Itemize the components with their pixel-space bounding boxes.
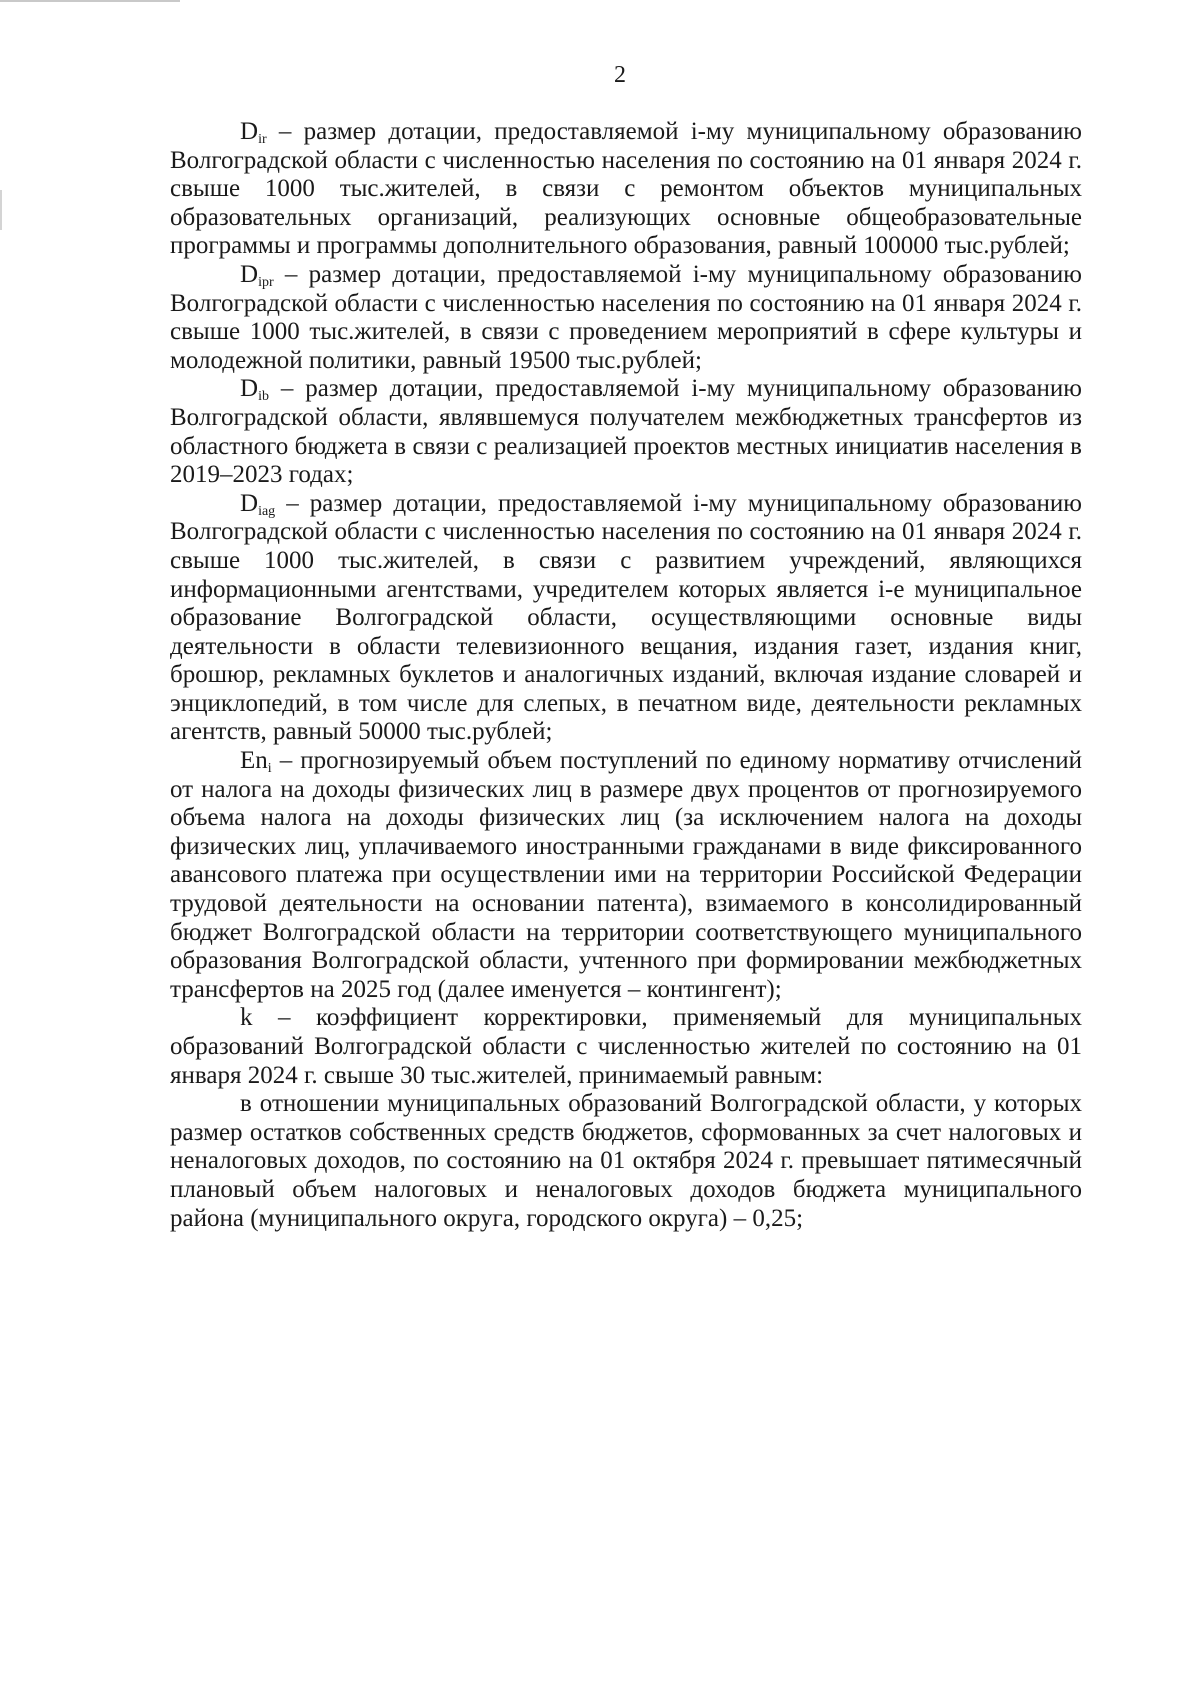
definition-d-iag	[170, 490, 1082, 747]
symbol-d-ipr: $D_{ipr}$	[240, 260, 274, 290]
definition-text: – прогнозируемый объем поступлений по единому нормативу отчислений от налога на доходы физических лиц в размере двух процентов от прогнозируемого объема налога на доходы физических лиц (за исключением налога на доходы физических лиц, уплачиваемого иностранными гражданами в виде фиксированного авансового платежа при осуществлении ими на территории Российской Федерации трудовой деятельности на основании патента), взимаемого в консолидированный бюджет Волгоградской области на территории соответствующего муниципального образования Волгоградской области, учтенного при формировании межбюджетных трансфертов на 2025 год (далее именуется – контингент);	[170, 747, 1082, 1003]
symbol-k: k	[240, 1004, 253, 1032]
page-number: 2	[614, 62, 626, 88]
symbol-d-ib: $D_{ib}$	[240, 375, 269, 405]
coefficient-condition: в отношении муниципальных образований Волгоградской области, у которых размер остатков собственных средств бюджетов, сформованных за счет налоговых и неналоговых доходов, по состоянию на 01 октября 2024 г. превышает пятимесячный плановый объем налоговых и неналоговых доходов бюджета муниципального района (муниципального округа, городского округа) – 0,25;	[170, 1090, 1082, 1232]
scan-edge-mark	[0, 0, 180, 2]
scan-edge-mark	[0, 190, 2, 230]
definition-d-ipr	[170, 261, 1082, 375]
symbol-d-iag: $D_{iag}$	[240, 489, 276, 519]
symbol-d-ir: $D_{ir}$	[240, 118, 267, 147]
definition-text: – размер дотации, предоставляемой i-му муниципальному образованию Волгоградской области с численностью населения по состоянию на 01 января 2024 г. свыше 1000 тыс.жителей, в связи с развитием учреждений, являющихся информационными агентствами, учредителем которых является i-е муниципальное образование Волгоградской области, осуществляющими основные виды деятельности в области телевизионного вещания, издания газет, издания книг, брошюр, рекламных буклетов и аналогичных изданий, включая издание словарей и энциклопедий, в том числе для слепых, в печатном виде, деятельности рекламных агентств, равный 50000 тыс.рублей;	[170, 489, 1082, 746]
document-body	[170, 118, 1082, 1233]
definition-text: – размер дотации, предоставляемой i-му муниципальному образованию Волгоградской области, являвшемуся получателем межбюджетных трансфертов из областного бюджета в связи с реализацией проектов местных инициатив населения в 2019–2023 годах;	[170, 375, 1082, 489]
definition-k	[170, 1004, 1082, 1090]
definition-d-ib	[170, 375, 1082, 489]
symbol-en-i: $En_i$	[240, 747, 272, 777]
definition-text: – размер дотации, предоставляемой i-му муниципальному образованию Волгоградской области с численностью населения по состоянию на 01 января 2024 г. свыше 1000 тыс.жителей, в связи с проведением мероприятий в сфере культуры и молодежной политики, равный 19500 тыс.рублей;	[170, 260, 1082, 374]
definition-text: – коэффициент корректировки, применяемый для муниципальных образований Волгоградской области с численностью жителей по состоянию на 01 января 2024 г. свыше 30 тыс.жителей, принимаемый равным:	[170, 1004, 1082, 1089]
definition-en-i	[170, 747, 1082, 1004]
definition-text: – размер дотации, предоставляемой i-му муниципальному образованию Волгоградской области с численностью населения по состоянию на 01 января 2024 г. свыше 1000 тыс.жителей, в связи с ремонтом объектов муниципальных образовательных организаций, реализующих основные общеобразовательные программы и программы дополнительного образования, равный 100000 тыс.рублей;	[170, 118, 1082, 260]
definition-d-ir	[170, 118, 1082, 261]
